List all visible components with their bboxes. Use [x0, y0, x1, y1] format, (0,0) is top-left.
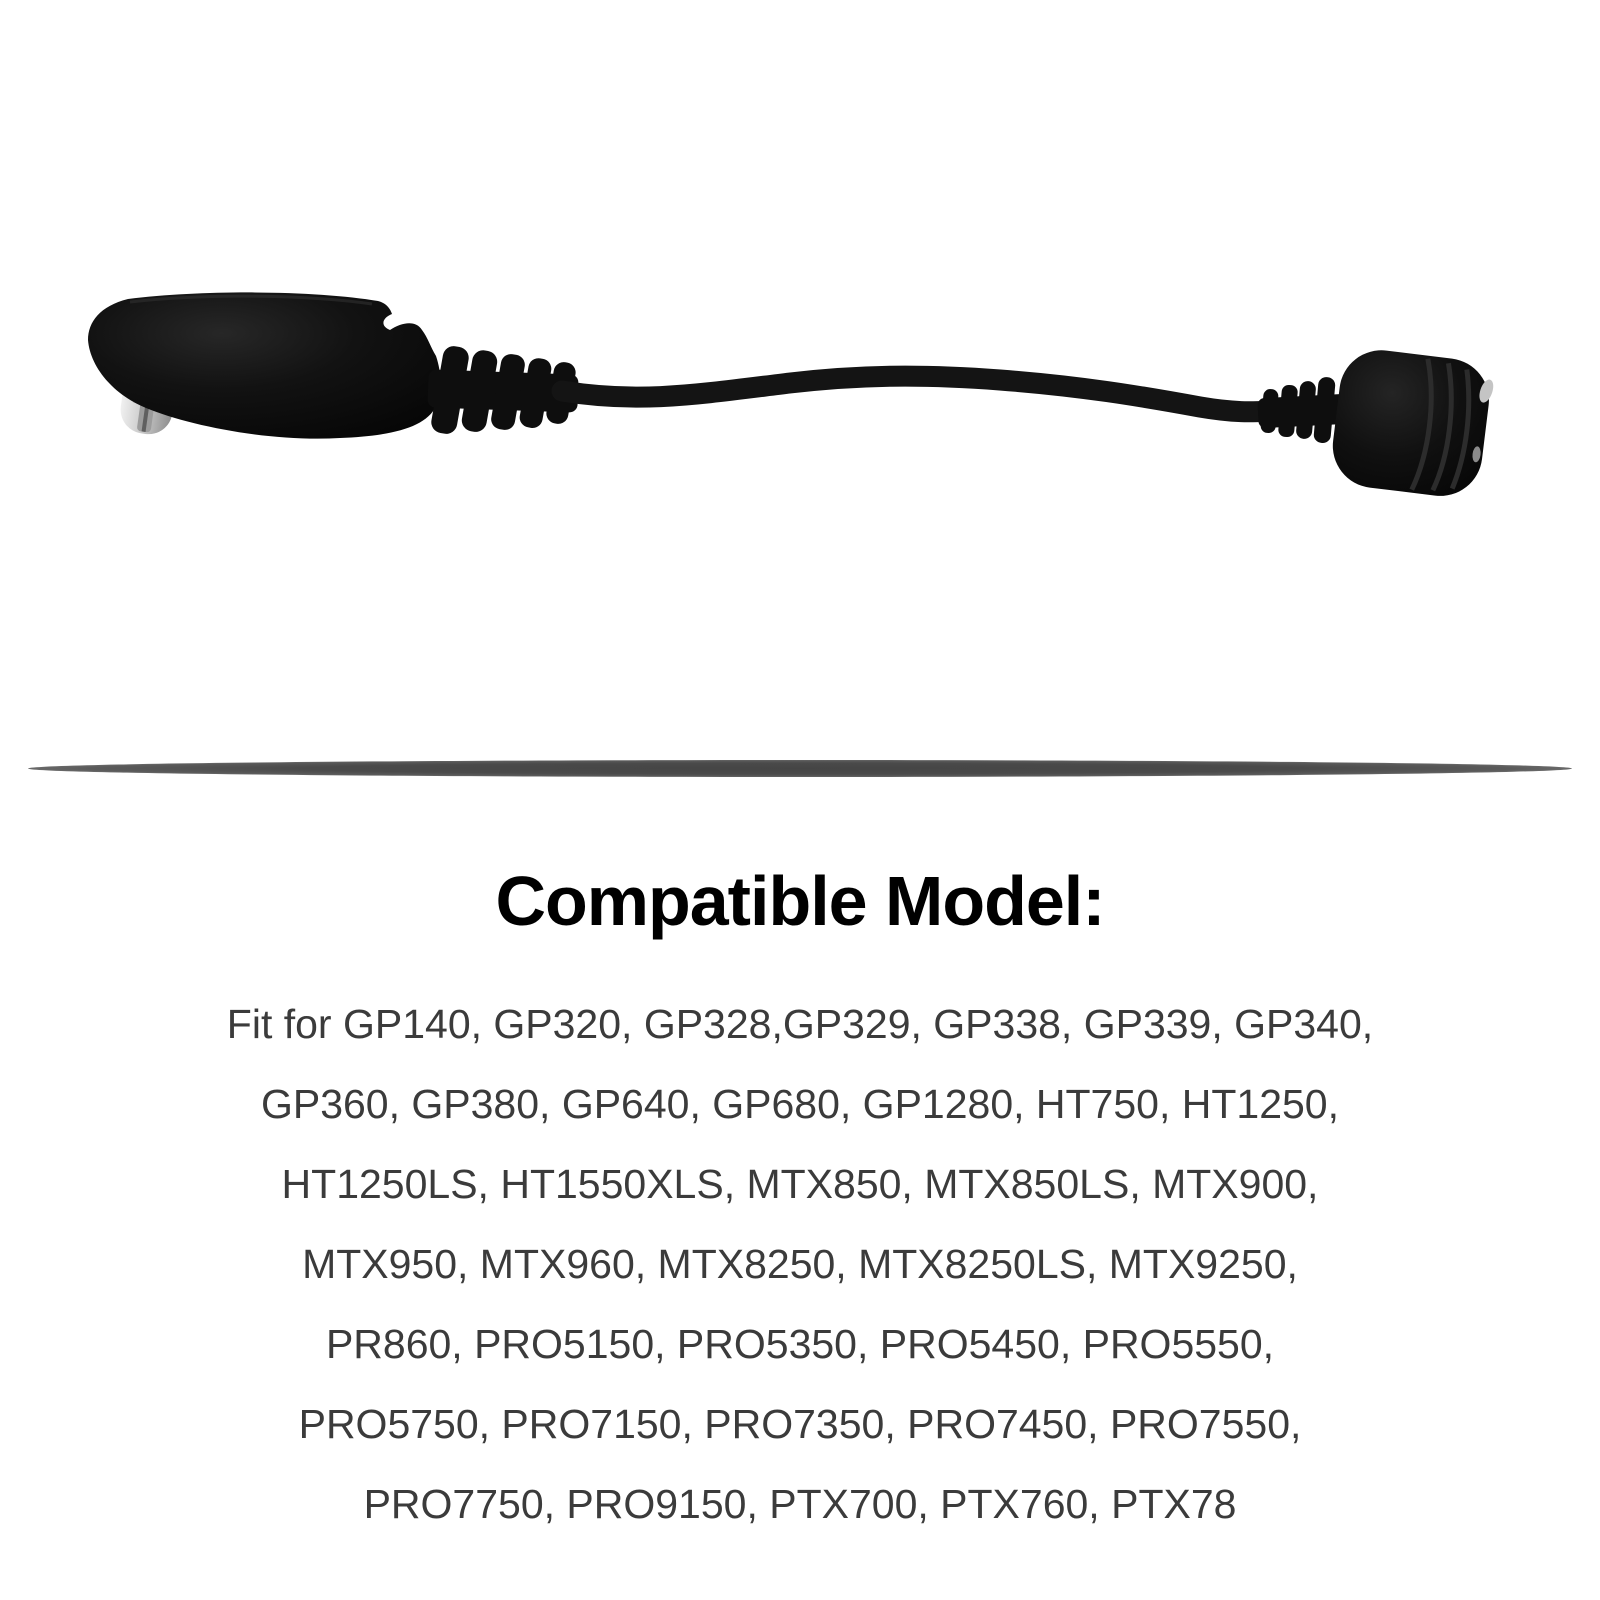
cable	[562, 376, 1272, 412]
compatible-model-heading: Compatible Model:	[495, 862, 1105, 940]
model-line: GP360, GP380, GP640, GP680, GP1280, HT750, HT1250,	[260, 1081, 1340, 1127]
model-line: PR860, PRO5150, PRO5350, PRO5450, PRO5550,	[325, 1321, 1275, 1367]
right-plug	[1328, 345, 1498, 501]
section-divider	[28, 760, 1572, 777]
model-line: HT1250LS, HT1550XLS, MTX850, MTX850LS, MTX900,	[281, 1161, 1319, 1207]
adapter-cable-photo	[0, 0, 1600, 760]
model-line: PRO5750, PRO7150, PRO7350, PRO7450, PRO7550,	[298, 1401, 1302, 1447]
compatible-models-list	[0, 984, 1600, 1544]
model-line: PRO7750, PRO9150, PTX700, PTX760, PTX78	[363, 1481, 1237, 1527]
model-line: MTX950, MTX960, MTX8250, MTX8250LS, MTX9250,	[302, 1241, 1298, 1287]
model-line: Fit for GP140, GP320, GP328,GP329, GP338, GP339, GP340,	[226, 1001, 1374, 1047]
